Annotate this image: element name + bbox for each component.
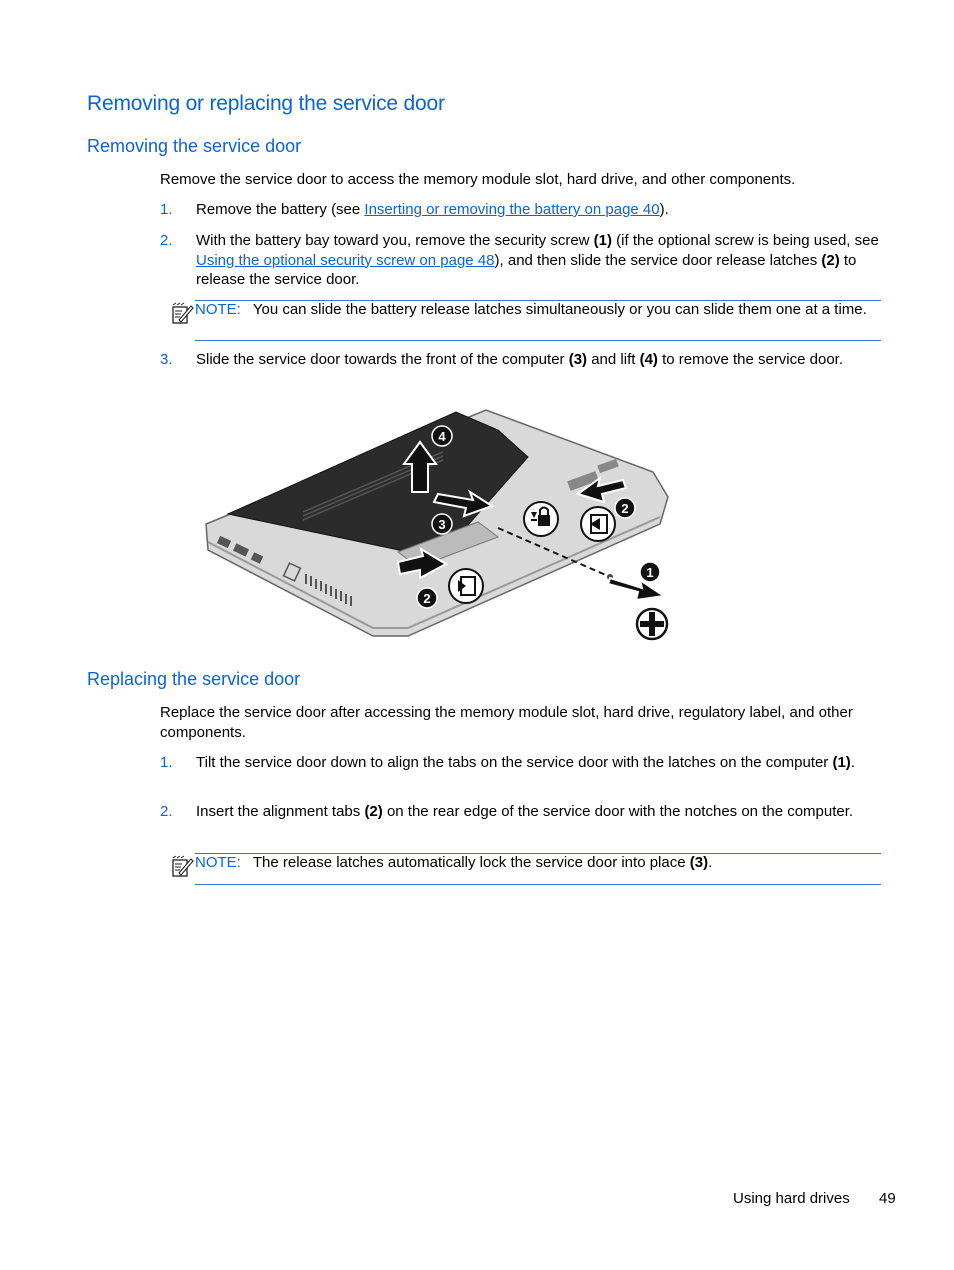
note-icon (170, 855, 194, 879)
callout-3 (432, 514, 452, 534)
callout-2-left (417, 588, 437, 608)
note-body: NOTE: The release latches automatically lock the service door into place (3). (195, 854, 713, 871)
section-heading-removing: Removing the service door (87, 136, 302, 156)
removing-step-3 (160, 350, 885, 390)
callout-label: 2 (621, 501, 629, 516)
replacing-step-1 (160, 753, 885, 793)
note-replacing (170, 853, 882, 887)
step-number: 1. (160, 754, 173, 771)
callout-label: 2 (423, 591, 431, 606)
footer-section-name: Using hard drives (733, 1190, 850, 1207)
step-number: 3. (160, 351, 173, 368)
removing-intro: Remove the service door to access the memory module slot, hard drive, and other components. (160, 171, 796, 188)
callout-4 (432, 426, 452, 446)
callout-1 (640, 562, 660, 582)
step-number: 1. (160, 201, 173, 218)
note-rule-bottom (195, 884, 881, 885)
callout-label: 1 (646, 565, 654, 580)
page-title: Removing or replacing the service door (87, 92, 445, 115)
footer-page-number: 49 (879, 1190, 896, 1207)
step-text: Insert the alignment tabs (2) on the rear edge of the service door with the notches on the computer. (196, 803, 854, 820)
link-security-screw[interactable]: Using the optional security screw on page 48 (196, 251, 495, 269)
unlock-latch-icon-left (449, 569, 483, 603)
replacing-intro: Replace the service door after accessing the memory module slot, hard drive, regulatory label, and other components. (160, 704, 853, 741)
callout-label: 4 (438, 429, 446, 444)
note-label: NOTE: (195, 301, 241, 318)
note-icon (170, 302, 194, 326)
step-number: 2. (160, 232, 173, 249)
step-number: 2. (160, 803, 173, 820)
step-text: Tilt the service door down to align the tabs on the service door with the latches on the computer (1). (196, 754, 855, 771)
removing-step-2 (160, 231, 885, 291)
callout-2-right (615, 498, 635, 518)
callout-label: 3 (438, 517, 446, 532)
note-label: NOTE: (195, 854, 241, 871)
replacing-step-2 (160, 802, 885, 842)
service-door-illustration (198, 402, 674, 646)
link-inserting-battery[interactable]: Inserting or removing the battery on page 40 (364, 201, 660, 218)
laptop-diagram (198, 402, 674, 646)
section-heading-replacing: Replacing the service door (87, 669, 301, 689)
unlock-latch-icon (581, 507, 615, 541)
step-text: Remove the battery (see Inserting or removing the battery on page 40). (196, 201, 669, 218)
note-rule-bottom (195, 340, 881, 341)
step-text: Slide the service door towards the front of the computer (3) and lift (4) to remove the service door. (196, 351, 844, 368)
step-text: With the battery bay toward you, remove the security screw (1) (if the optional screw is being used, see Using the optional security screw on page 48), and then slide the service door release latches (2) to release the service door. (196, 232, 879, 288)
removing-step-1 (160, 200, 885, 220)
screw-icon (637, 609, 667, 639)
note-removing (170, 300, 882, 342)
note-body: NOTE: You can slide the battery release latches simultaneously or you can slide them one at a time. (195, 301, 867, 318)
lock-icon (524, 502, 558, 536)
